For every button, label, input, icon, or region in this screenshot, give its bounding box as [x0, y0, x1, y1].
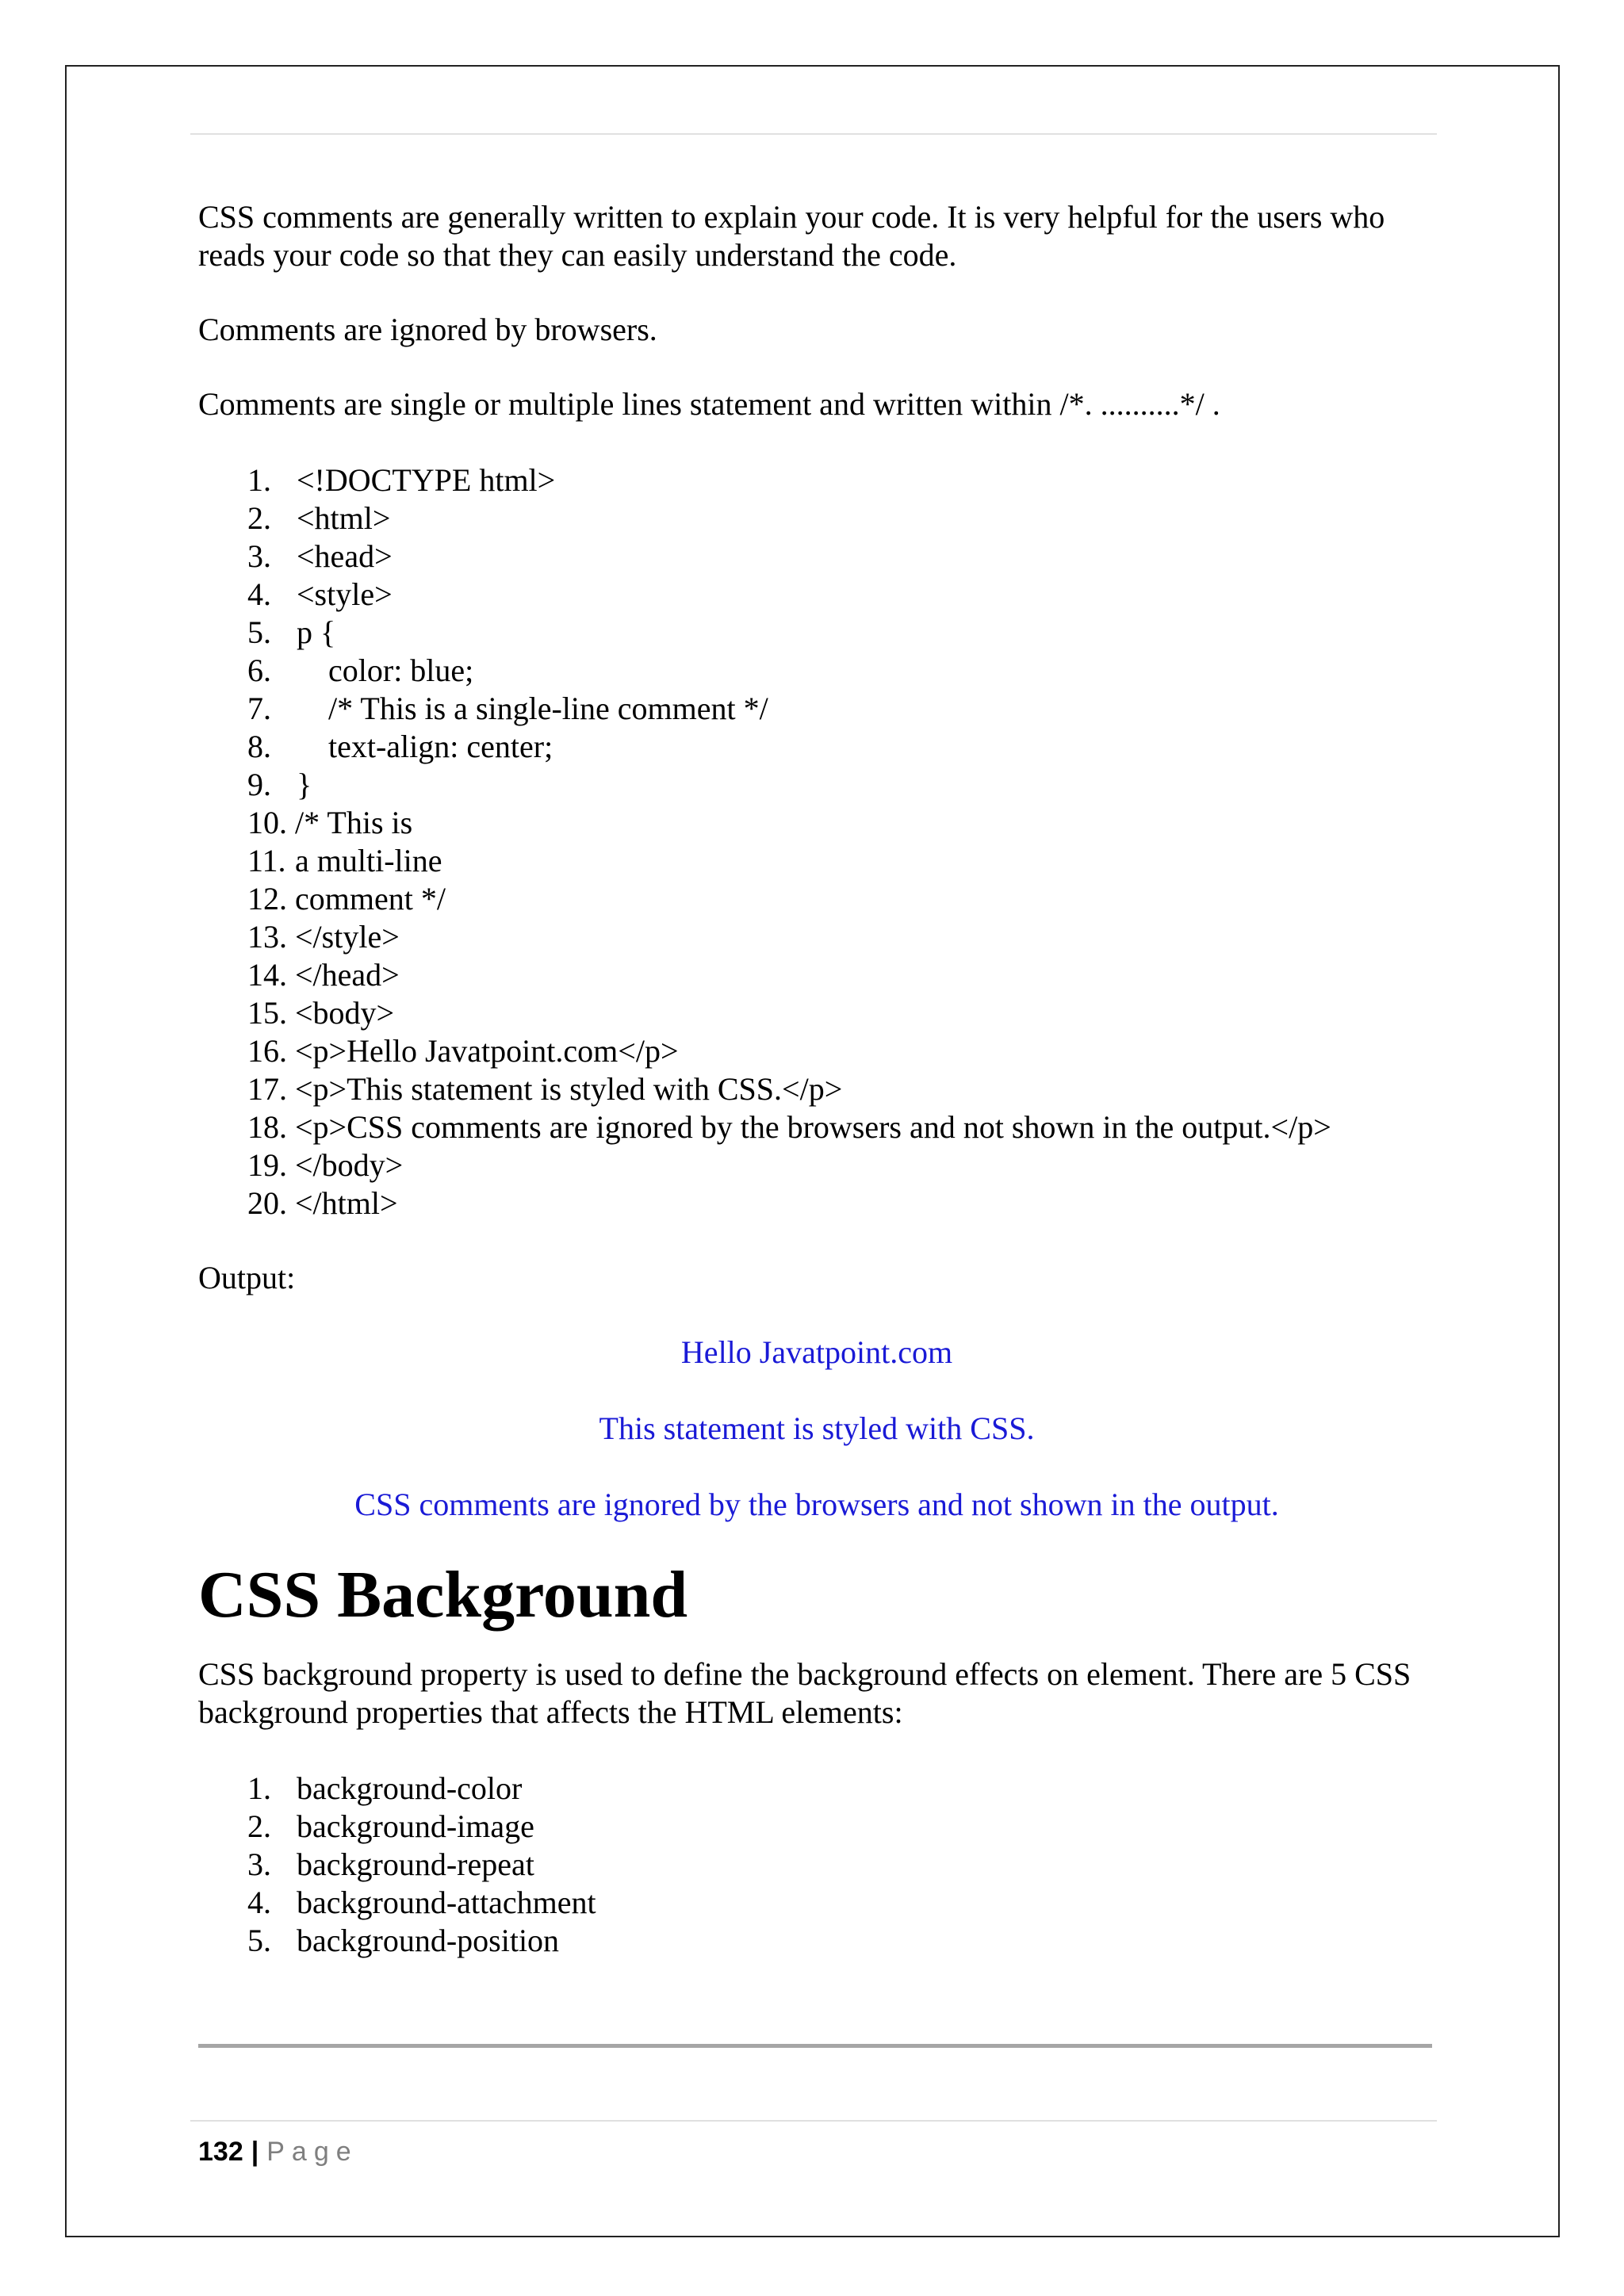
line-number: 17. [247, 1071, 287, 1107]
code-line [247, 576, 1435, 614]
line-number: 16. [247, 1033, 287, 1069]
intro-paragraph-3: Comments are single or multiple lines statement and written within /*. ..........*/ . [198, 386, 1220, 422]
line-number: 2. [247, 500, 271, 536]
intro-paragraph-2: Comments are ignored by browsers. [198, 312, 657, 347]
line-number: 7. [247, 691, 271, 726]
line-text: <p>This statement is styled with CSS.</p> [295, 1071, 843, 1107]
line-text: /* This is a single-line comment */ [297, 691, 768, 726]
footer-rule [198, 2044, 1432, 2048]
page-content [198, 198, 1435, 1960]
line-number: 19. [247, 1147, 287, 1183]
line-number: 10. [247, 805, 287, 840]
output-line-1: Hello Javatpoint.com [680, 1334, 953, 1370]
item-number: 3. [247, 1846, 271, 1882]
page-number: 132 [198, 2137, 243, 2167]
output-line-2: This statement is styled with CSS. [599, 1410, 1035, 1446]
item-text: background-attachment [297, 1885, 596, 1920]
line-text: <p>CSS comments are ignored by the browsers and not shown in the output.</p> [295, 1109, 1331, 1145]
item-number: 1. [247, 1770, 271, 1806]
line-number: 1. [247, 462, 271, 498]
code-line [247, 1146, 1435, 1184]
line-text: </body> [295, 1147, 404, 1183]
code-line [247, 842, 1435, 880]
line-number: 11. [247, 843, 286, 878]
line-text: <!DOCTYPE html> [297, 462, 556, 498]
item-number: 2. [247, 1808, 271, 1844]
output-label: Output: [198, 1260, 296, 1295]
list-item [247, 1922, 1435, 1960]
item-number: 4. [247, 1885, 271, 1920]
item-text: background-position [297, 1923, 560, 1958]
code-line [247, 1184, 1435, 1223]
code-line [247, 538, 1435, 576]
item-number: 5. [247, 1923, 271, 1958]
line-number: 4. [247, 576, 271, 612]
footer-divider [190, 2120, 1437, 2122]
code-line [247, 728, 1435, 766]
code-line [247, 614, 1435, 652]
code-line [247, 499, 1435, 538]
line-text: <body> [295, 995, 395, 1031]
code-line [247, 1070, 1435, 1108]
line-text: /* This is [295, 805, 413, 840]
line-text: <style> [297, 576, 393, 612]
page-footer [198, 2134, 358, 2169]
line-text: <html> [297, 500, 391, 536]
line-text: a multi-line [295, 843, 442, 878]
code-line [247, 461, 1435, 499]
line-number: 8. [247, 729, 271, 764]
code-line [247, 956, 1435, 994]
page-word: Page [266, 2137, 358, 2167]
line-number: 14. [247, 957, 287, 993]
output-line-3: CSS comments are ignored by the browsers and not shown in the output. [354, 1487, 1279, 1522]
item-text: background-repeat [297, 1846, 534, 1882]
code-line [247, 690, 1435, 728]
code-line [247, 918, 1435, 956]
code-line [247, 766, 1435, 804]
line-number: 6. [247, 652, 271, 688]
code-listing [198, 461, 1435, 1223]
code-line [247, 994, 1435, 1032]
code-line [247, 880, 1435, 918]
code-line [247, 652, 1435, 690]
list-item [247, 1770, 1435, 1808]
intro-paragraph-1: CSS comments are generally written to explain your code. It is very helpful for the users who reads your code so that they can easily understand the code. [198, 199, 1385, 273]
line-text: text-align: center; [297, 729, 553, 764]
line-text: p { [297, 614, 336, 650]
line-text: </html> [295, 1185, 398, 1221]
line-number: 12. [247, 881, 287, 916]
code-line [247, 1108, 1435, 1146]
line-number: 5. [247, 614, 271, 650]
footer-separator: | [251, 2137, 259, 2167]
background-paragraph: CSS background property is used to define the background effects on element. There are 5 CSS background properties that affects the HTML elements: [198, 1656, 1411, 1730]
line-number: 9. [247, 767, 271, 802]
line-number: 13. [247, 919, 287, 955]
background-properties-list [198, 1770, 1435, 1960]
line-text: </head> [295, 957, 400, 993]
line-number: 20. [247, 1185, 287, 1221]
item-text: background-image [297, 1808, 534, 1844]
item-text: background-color [297, 1770, 523, 1806]
line-text: </style> [295, 919, 400, 955]
code-line [247, 1032, 1435, 1070]
line-number: 3. [247, 538, 271, 574]
line-text: <head> [297, 538, 393, 574]
list-item [247, 1808, 1435, 1846]
section-heading: CSS Background [198, 1558, 688, 1632]
line-text: color: blue; [297, 652, 474, 688]
line-number: 15. [247, 995, 287, 1031]
list-item [247, 1846, 1435, 1884]
code-line [247, 804, 1435, 842]
line-number: 18. [247, 1109, 287, 1145]
line-text: comment */ [295, 881, 446, 916]
line-text: <p>Hello Javatpoint.com</p> [295, 1033, 679, 1069]
line-text: } [297, 767, 312, 802]
list-item [247, 1884, 1435, 1922]
header-rule [190, 133, 1437, 135]
